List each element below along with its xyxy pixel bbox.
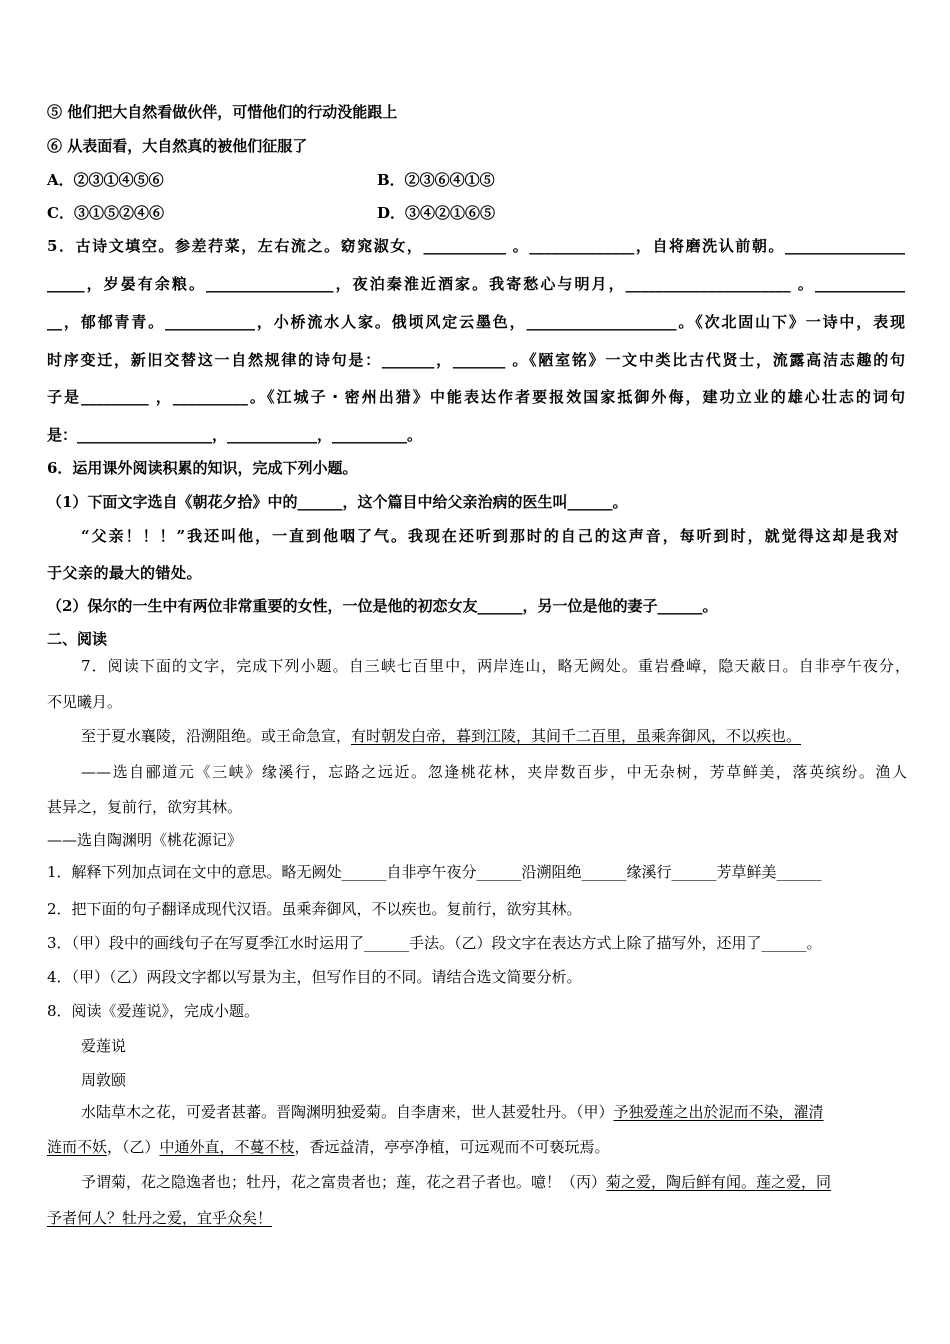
q5-line-5: 子是_________ ，__________。《江城子・密州出猎》中能表达作者要报效国家抵御外侮，建功立业的雄心壮志的词句: [47, 388, 905, 406]
q4-option-a: A．②③①④⑤⑥: [47, 171, 164, 189]
q6-quote-line-1: “父亲！！！”我还叫他，一直到他咽了气。我现在还听到那时的自己的这声音，每听到时，就觉得这却是我对: [81, 527, 899, 545]
q8-paragraph-line-3: [81, 1172, 831, 1192]
q6-part-2: （2）保尔的一生中有两位非常重要的女性，一位是他的初恋女友______，另一位是他的妻子______。: [47, 597, 718, 615]
q5-line-2: _____，岁晏有余粮。_________________，夜泊秦淮近酒家。我寄愁心与明月，______________________ 。____________: [47, 275, 905, 293]
q5-line-4: 时序变迁，新旧交替这一自然规律的诗句是：_______，_______ 。《陋室铭》一文中类比古代贤士，流露高洁志趣的句: [47, 351, 905, 369]
q8-author: 周敦颐: [81, 1071, 127, 1089]
q8-essay-heading: 爱莲说: [81, 1037, 127, 1055]
q4-option-c: C．③①⑤②④⑥: [47, 204, 164, 222]
q8-p2-text-b: ，香远益清，亭亭净植，可远观而不可亵玩焉。: [294, 1138, 610, 1156]
q8-underlined-yi: 中通外直，不蔓不枝: [159, 1138, 295, 1156]
q4-option-d: D．③④②①⑥⑤: [377, 204, 496, 222]
q7-subquestion-1: 1．解释下列加点词在文中的意思。略无阙处______自非亭午夜分______沿溯阻绝______缘溪行______芳草鲜美______: [47, 863, 822, 881]
q8-paragraph-line-1: [81, 1102, 824, 1122]
q4-option-b: B．②③⑥④①⑤: [377, 171, 495, 189]
q7-line-6: ——选自陶渊明《桃花源记》: [47, 831, 243, 849]
q5-line-3: __，郁郁青青。____________，小桥流水人家。俄顷风定云墨色，____________________。《次北固山下》一诗中，表现: [47, 313, 905, 331]
q5-line-6: 是：__________________，____________，__________。: [47, 426, 423, 444]
q7-line-3: [81, 726, 801, 746]
q7-subquestion-4: 4．（甲）（乙）两段文字都以写景为主，但写作目的不同。请结合选文简要分析。: [47, 968, 582, 986]
q5-line-1: 5．古诗文填空。参差荇菜，左右流之。窈窕淑女，___________ 。______________，自将磨洗认前朝。________________: [47, 237, 905, 255]
q7-line-4: ——选自郦道元《三峡》缘溪行，忘路之远近。忽逢桃花林，夹岸数百步，中无杂树，芳草鲜美，落英缤纷。渔人: [81, 763, 907, 781]
q8-p3-text: 予谓菊，花之隐逸者也；牡丹，花之富贵者也；莲，花之君子者也。噫！（丙）: [81, 1173, 607, 1191]
q7-line-2: 不见曦月。: [47, 693, 123, 711]
section-heading-reading: 二、阅读: [47, 630, 108, 648]
q7-line-3-text: 至于夏水襄陵，沿溯阻绝。或王命急宣，: [81, 727, 352, 745]
q8-underlined-jia: 予独爱莲之出於泥而不染，濯清: [613, 1103, 824, 1121]
q8-p2-text-a: ，（乙）: [107, 1138, 160, 1156]
q4-sentence-5: ⑤ 他们把大自然看做伙伴，可惜他们的行动没能跟上: [47, 103, 398, 121]
q7-subquestion-3: 3．（甲）段中的画线句子在写夏季江水时运用了______手法。（乙）段文字在表达方式上除了描写外，还用了______。: [47, 934, 822, 952]
q6-title: 6．运用课外阅读积累的知识，完成下列小题。: [47, 459, 358, 477]
q6-quote-line-2: 于父亲的最大的错处。: [47, 564, 203, 582]
q8-underlined-jia-end: 涟而不妖: [47, 1138, 108, 1156]
q8-paragraph-line-4: 予者何人？牡丹之爱，宜乎众矣！: [47, 1209, 273, 1227]
q7-line-5: 甚异之，复前行，欲穷其林。: [47, 798, 243, 816]
q8-paragraph-line-2: [47, 1137, 610, 1157]
q7-line-1: 7．阅读下面的文字，完成下列小题。自三峡七百里中，两岸连山，略无阙处。重岩叠嶂，隐天蔽日。自非亭午夜分，: [81, 657, 910, 675]
q7-subquestion-2: 2．把下面的句子翻译成现代汉语。虽乘奔御风，不以疾也。复前行，欲穷其林。: [47, 900, 582, 918]
q4-sentence-6: ⑥ 从表面看，大自然真的被他们征服了: [47, 137, 308, 155]
q8-p1-text: 水陆草木之花，可爱者甚蕃。晋陶渊明独爱菊。自李唐来，世人甚爱牡丹。（甲）: [81, 1103, 614, 1121]
q8-underlined-bing: 菊之爱，陶后鲜有闻。莲之爱，同: [606, 1173, 832, 1191]
q8-title: 8．阅读《爱莲说》，完成小题。: [47, 1002, 260, 1020]
q6-part-1: （1）下面文字选自《朝花夕拾》中的______，这个篇目中给父亲治病的医生叫______。: [47, 493, 628, 511]
q7-underlined-sentence: 有时朝发白帝，暮到江陵，其间千二百里，虽乘奔御风，不以疾也。: [351, 727, 802, 745]
